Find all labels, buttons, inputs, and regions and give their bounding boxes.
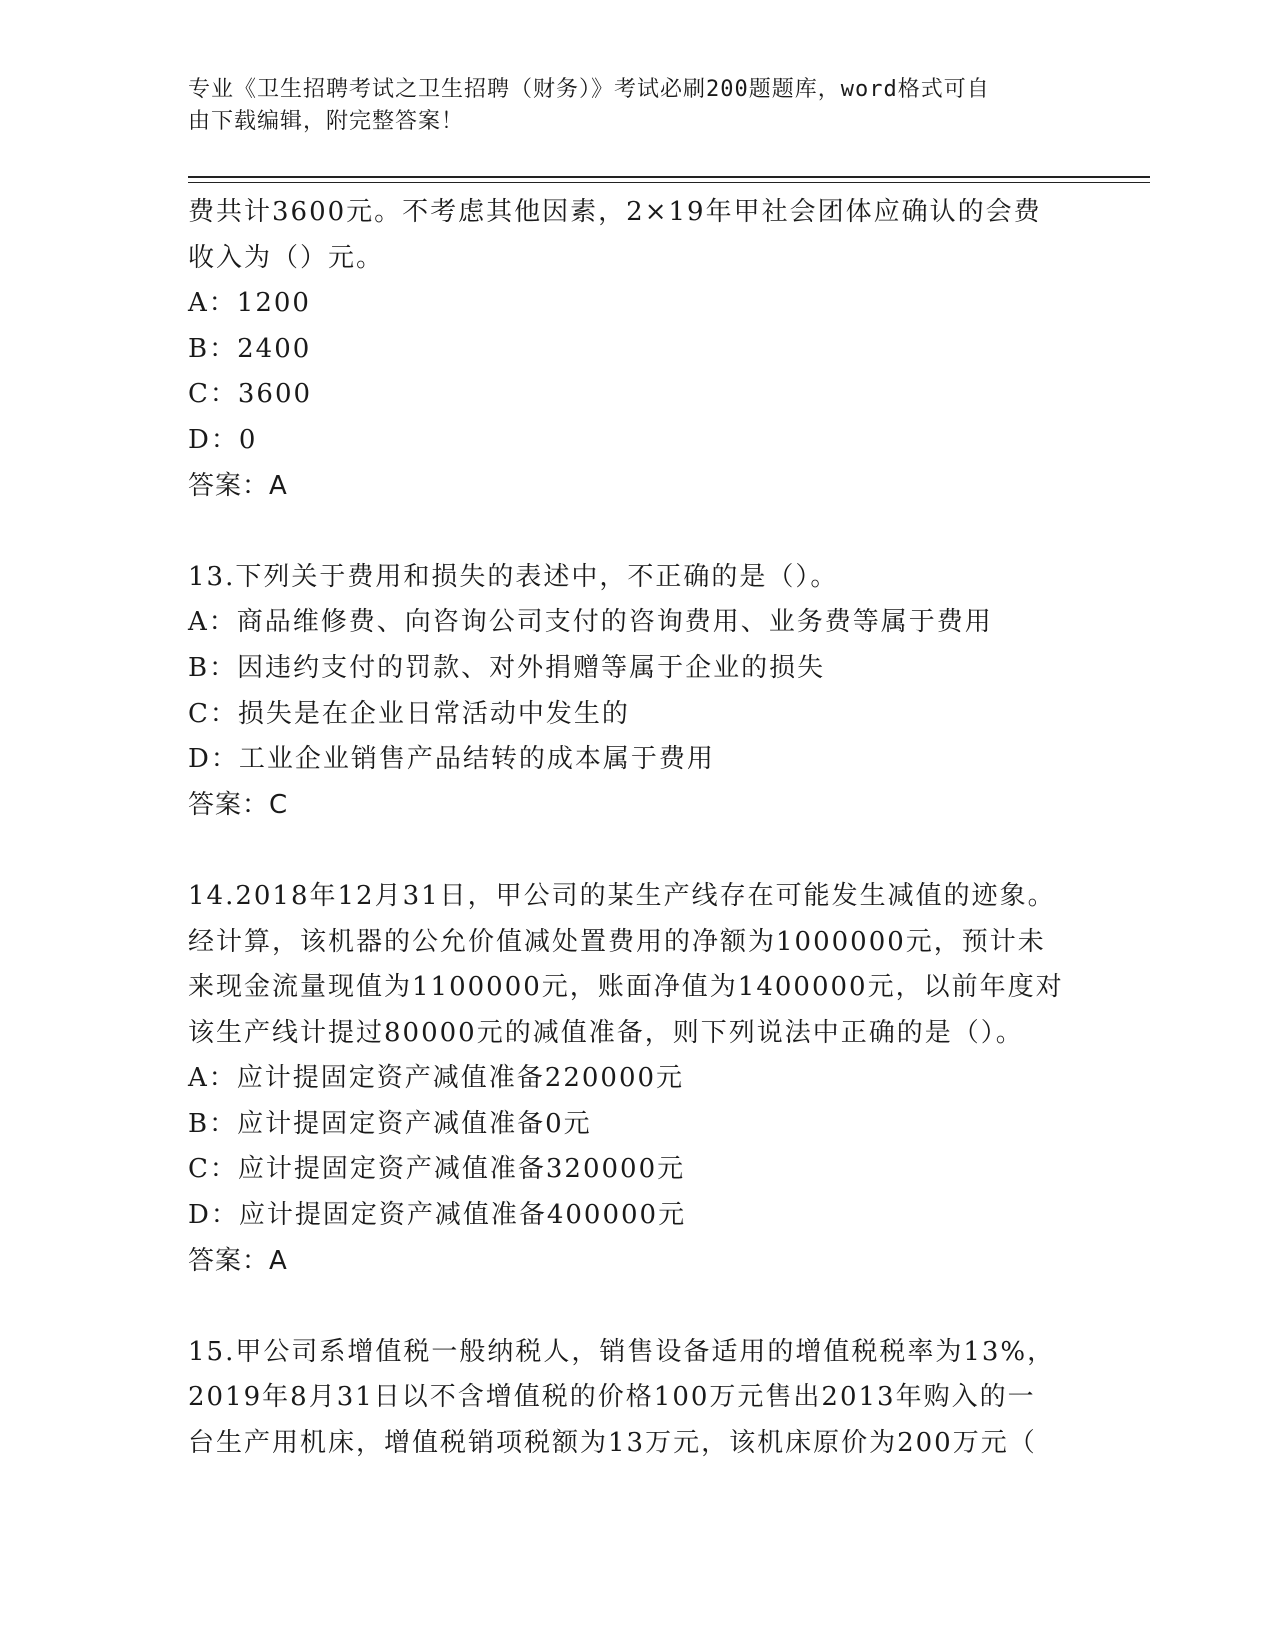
option-c: C：损失是在企业日常活动中发生的 (188, 698, 630, 729)
header-title-line-1: 专业《卫生招聘考试之卫生招聘（财务）》考试必刷200题题库，word格式可自 (188, 77, 990, 102)
option-b: B：应计提固定资产减值准备0元 (188, 1108, 592, 1139)
option-a: A：1200 (188, 288, 311, 319)
question-stem-line: 经计算，该机器的公允价值减处置费用的净额为1000000元，预计未 (188, 926, 1046, 957)
spacer (188, 509, 1088, 555)
question-13 (188, 555, 1088, 829)
question-stem-line: 13.下列关于费用和损失的表述中，不正确的是（）。 (188, 561, 839, 592)
option-a: A：应计提固定资产减值准备220000元 (188, 1063, 685, 1094)
question-stem-line: 来现金流量现值为1100000元，账面净值为1400000元，以前年度对 (188, 972, 1064, 1003)
document-body (188, 190, 1088, 1467)
answer-line: 答案：A (188, 1245, 288, 1276)
question-stem-line: 收入为（）元。 (188, 242, 385, 273)
question-stem-line: 台生产用机床，增值税销项税额为13万元，该机床原价为200万元（ (188, 1428, 1037, 1459)
question-14 (188, 874, 1088, 1284)
question-12 (188, 190, 1088, 509)
option-c: C：3600 (188, 379, 313, 410)
question-stem-line: 15.甲公司系增值税一般纳税人，销售设备适用的增值税税率为13%， (188, 1336, 1056, 1367)
question-stem-line: 14.2018年12月31日，甲公司的某生产线存在可能发生减值的迹象。 (188, 880, 1056, 911)
option-a: A：商品维修费、向咨询公司支付的咨询费用、业务费等属于费用 (188, 607, 993, 638)
option-d: D：0 (188, 424, 258, 455)
spacer (188, 828, 1088, 874)
question-stem-line: 2019年8月31日以不含增值税的价格100万元售出2013年购入的一 (188, 1382, 1036, 1413)
answer-line: 答案：A (188, 470, 288, 501)
option-b: B：2400 (188, 333, 312, 364)
answer-line: 答案：C (188, 789, 289, 820)
spacer (188, 1284, 1088, 1330)
question-stem-line: 费共计3600元。不考虑其他因素，2×19年甲社会团体应确认的会费 (188, 197, 1042, 227)
option-c: C：应计提固定资产减值准备320000元 (188, 1154, 686, 1185)
header-title-line-2: 由下载编辑，附完整答案！ (188, 109, 465, 134)
document-header (188, 74, 1068, 138)
question-stem-line: 该生产线计提过80000元的减值准备，则下列说法中正确的是（）。 (188, 1017, 1024, 1048)
option-d: D：应计提固定资产减值准备400000元 (188, 1200, 687, 1231)
option-d: D：工业企业销售产品结转的成本属于费用 (188, 744, 715, 775)
question-15 (188, 1330, 1088, 1467)
header-divider (188, 176, 1150, 183)
option-b: B：因违约支付的罚款、对外捐赠等属于企业的损失 (188, 652, 826, 683)
